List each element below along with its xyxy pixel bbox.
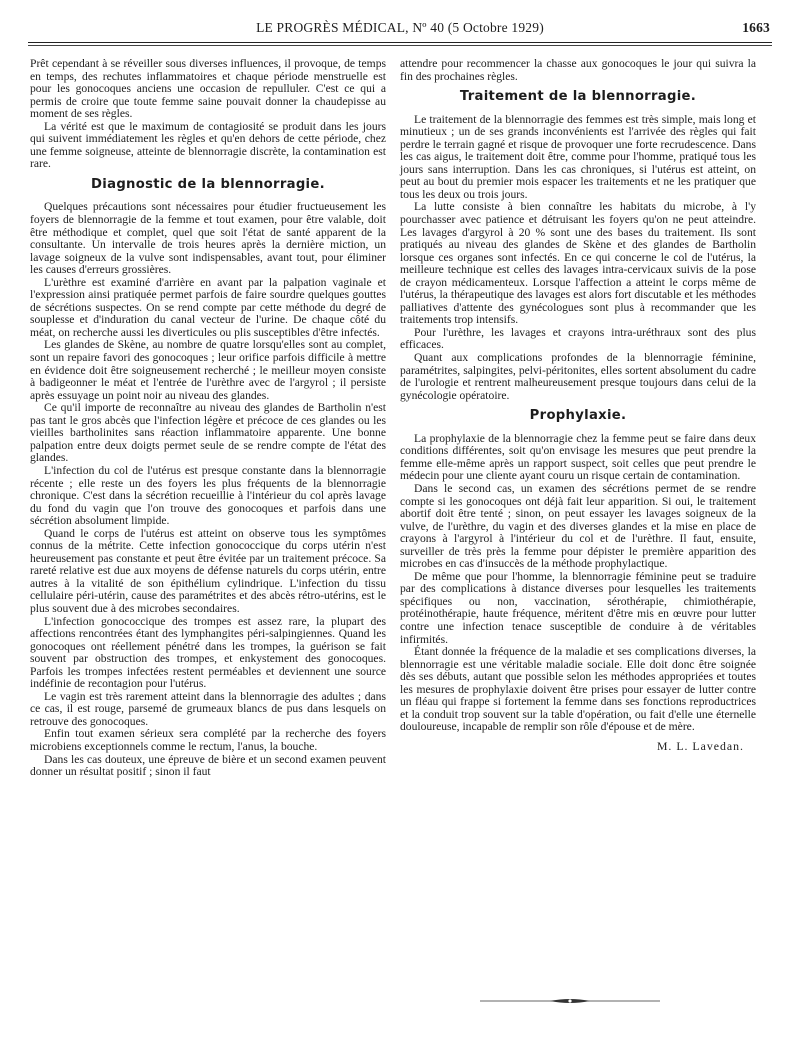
header-rule-thin (28, 45, 772, 46)
paragraph: Le vagin est très rarement atteint dans la blennorragie des adultes ; dans ce cas, il est rouge, parsemé de grumeaux blancs de pus dans lesquels on retrouve des gonocoques. (30, 689, 386, 728)
paragraph: Le traitement de la blennorragie des femmes est très simple, mais long et minutieux ; un de ses grands inconvénients est l'arrivée des règles qui fait perdre le terrain gagné et risque de provoquer une forte recrudescence. Dans les cas aigus, le traitement doit être, comme pour l'homme, pratiqué tous les jours sans interruption. Dans les cas chroniques, si l'utérus est atteint, on peut au bout du premier mois espacer les traitements et ne les pratiquer que tous les deux ou trois jours. (400, 112, 756, 201)
section-heading-prophylaxie: Prophylaxie. (529, 408, 627, 424)
paragraph: De même que pour l'homme, la blennorragie féminine peut se traduire par des complications à distance diverses pour lesquelles les traitements spécifiques ou non, vaccination, sérothérapie, chimiothérapie, protéinothérapie, haute fréquence, méritent d'être mis en œuvre pour lutter contre une infection tenace susceptible de conduire à de véritables infirmités. (400, 569, 756, 646)
paragraph: Ce qu'il importe de reconnaître au niveau des glandes de Bartholin n'est pas tant le gros abcès que l'infection légère et précoce de ces glandes ou les vieilles bartholinites sans réaction inflammatoire apparente. Une bonne palpation entre deux doigts permet seule de se rendre compte de l'état des glandes. (30, 401, 386, 465)
paragraph: La prophylaxie de la blennorragie chez la femme peut se faire dans deux conditions différentes, soit qu'on envisage les mesures que peut prendre la femme elle-même après un rapport suspect, soit celles que peut prendre le médecin pour une cliente ayant couru un risque certain de contamination. (400, 431, 756, 483)
paragraph: La vérité est que le maximum de contagiosité se produit dans les jours qui suivent immédiatement les règles et qu'en dehors de cette période, chez une femme soigneuse, atteinte de blennorragie discrète, la contamination est rare. (30, 119, 386, 171)
author-signature: M. L. Lavedan. (656, 738, 744, 753)
paragraph: Dans le second cas, un examen des sécrétions permet de se rendre compte si les gonocoques ont déjà fait leur apparition. Si oui, le traitement abortif doit être tenté ; sinon, on peut essayer les lavages soigneux de la vulve, de l'urèthre, du vagin et des diverses glandes et la mise en place de crayons à l'argyrol à l'intérieur du col et de l'urèthre. Il faut, ensuite, surveiller de très près la femme pour dépister le première apparition des microbes en cas d'insuccès de la méthode prophylactique. (400, 481, 756, 571)
journal-title: LE PROGRÈS MÉDICAL, Nº 40 (5 Octobre 1929) (256, 20, 544, 35)
paragraph: Pour l'urèthre, les lavages et crayons intra-uréthraux sont des plus efficaces. (400, 325, 756, 352)
paragraph: L'infection gonococcique des trompes est assez rare, la plupart des affections rencontrées étant des lymphangites péri-salpingiennes. Quand les gonocoques ont réellement pénétré dans les trompes, la guérison se fait souvent par obstruction des trompes, et enkystement des gonocoques. Parfois les trompes infectées restent perméables et deviennent une source indéfinie de recontagion pour l'utérus. (30, 614, 386, 691)
section-heading-diagnostic: Diagnostic de la blennorragie. (91, 176, 325, 192)
paragraph: L'infection du col de l'utérus est presque constante dans la blennorragie récente ; elle reste un des foyers les plus fréquents de la blennorragie chronique. C'est dans la sécrétion recueillie à l'intérieur du col après lavage du fond du vagin que l'on trouve des gonocoques et parfois dans une sécrétion absolument limpide. (30, 463, 386, 528)
right-column (400, 58, 756, 752)
paragraph: La lutte consiste à bien connaître les habitats du microbe, à l'y pourchasser avec patience et détruisant les foyers qu'on ne peut atteindre. Les lavages d'argyrol à 20 % sont une des bases du traitement. Ils sont pratiqués au niveau des glandes de Skène et des glandes de Bartholin lorsque ces organes sont infectés. En ce qui concerne le col de l'utérus, la meilleure technique est celles des lavages intra-cervicaux suivis de la pose de crayon médicamenteux. Lorsque l'affection a atteint le corps même de l'utérus, la thérapeutique des lavages est alors fort discutable et les méthodes palliatives d'attente des gynécologues sont plus à recommander que les traitements trop intensifs. (400, 200, 756, 327)
running-header (30, 18, 770, 40)
paragraph: attendre pour recommencer la chasse aux gonocoques le jour qui suivra la fin des prochaines règles. (400, 57, 756, 83)
end-ornament-icon (480, 996, 660, 1006)
paragraph: Quand le corps de l'utérus est atteint on observe tous les symptômes connus de la métrite. Cette infection gonococcique du corps utérin n'est heureusement pas constante et peut être évitée par un traitement précoce. Sa rareté relative est due aux moyens de défense naturels du corps utérin, entre autres à la vitalité de son épithélium cylindrique. L'infection du tissu cellulaire péri-utérin, cause des paramétrites et des abcès rétro-utérins, est le plus souvent due à des microbes secondaires. (30, 526, 386, 615)
paragraph: Les glandes de Skène, au nombre de quatre lorsqu'elles sont au complet, sont un repaire favori des gonocoques ; leur orifice parfois difficile à mettre en évidence doit être soigneusement recherché ; le meilleur moyen consiste à badigeonner le méat et l'entrée de l'urèthre avec de l'argyrol ; il persiste après essuyage un point noir au niveau des glandes. (30, 338, 386, 402)
paragraph: Quant aux complications profondes de la blennorragie féminine, paramétrites, salpingites, pelvi-péritonites, elles sortent absolument du cadre de l'urologie et rentrent malheureusement presque toujours dans celui de la gynécologie opératoire. (400, 351, 756, 402)
paragraph: Dans les cas douteux, une épreuve de bière et un second examen peuvent donner un résultat positif ; sinon il faut (30, 752, 386, 779)
paragraph: Enfin tout examen sérieux sera complété par la recherche des foyers microbiens exceptionnels comme le rectum, l'anus, la bouche. (30, 727, 386, 753)
paragraph: Quelques précautions sont nécessaires pour étudier fructueusement les foyers de blennorragie de la femme et tout examen, pour être valable, doit être méthodique et complet, quel que soit l'état de santé apparent de la consultante. Un intervalle de trois heures après la dernière miction, un lavage soigneux de la vulve sont indispensables, avant tout, pour éliminer les causes d'erreurs grossières. (30, 200, 386, 277)
paragraph: Étant donnée la fréquence de la maladie et ses complications diverses, la blennorragie est une véritable maladie sociale. Elle doit donc être soignée dès ses débuts, autant que possible selon les méthodes appropriées et toutes les mesures de prophylaxie doivent être prises pour essayer de lutter contre un fléau qui frappe si fortement la femme dans ses fonctions reproductrices et la conduit trop souvent sur la table d'opération, ou fait d'elle une éternelle douloureuse, incapable de remplir son rôle d'épouse et de mère. (400, 645, 756, 734)
header-rule (28, 42, 772, 43)
section-heading-traitement: Traitement de la blennorragie. (459, 89, 697, 105)
paragraph: L'urèthre est examiné d'arrière en avant par la palpation vaginale et l'expression ainsi pratiquée permet parfois de faire sourdre quelques gouttes de sécrétions suspectes. On se rend compte par cette méthode du degré de souplesse et d'induration du canal vecteur de l'urine. De chaque côté du méat, on recherche aussi les diverticules ou plis susceptibles d'être infectés. (30, 275, 386, 339)
left-column (30, 58, 386, 779)
paragraph: Prêt cependant à se réveiller sous diverses influences, il provoque, de temps en temps, des rechutes inflammatoires et chaque période menstruelle est pour les gonocoques anciens une occasion de repulluler. C'est ce qui a permis de croire que toute femme saine pouvait donner la chaudepisse au moment de ses règles. (30, 57, 386, 121)
page-number: 1663 (742, 20, 770, 35)
